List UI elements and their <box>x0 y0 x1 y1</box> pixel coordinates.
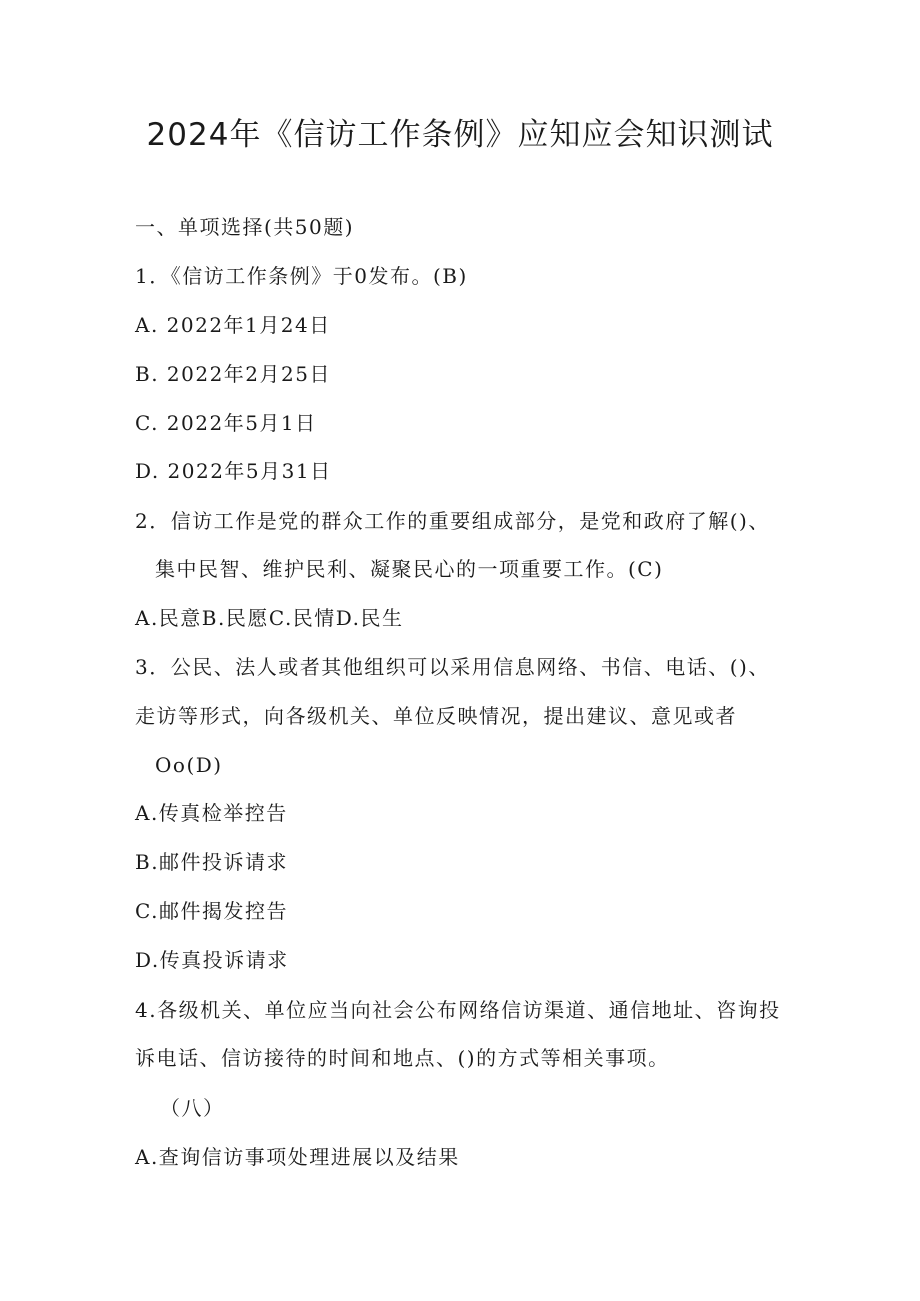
question-1-option-d: D. 2022年5月31日 <box>135 459 332 483</box>
question-4-continued: 诉电话、信访接待的时间和地点、()的方式等相关事项。 <box>135 1046 670 1070</box>
question-2-options: A.民意B.民愿C.民情D.民生 <box>135 606 404 630</box>
question-1: 1．《信访工作条例》于0发布。(B) <box>135 264 468 288</box>
section-heading: 一、单项选择(共50题) <box>135 215 355 239</box>
question-3-answer: Oo(D) <box>155 753 223 777</box>
question-1-option-c: C. 2022年5月1日 <box>135 411 317 435</box>
question-4-option-a: A.查询信访事项处理进展以及结果 <box>135 1145 460 1169</box>
question-1-option-a: A. 2022年1月24日 <box>135 313 331 337</box>
question-3-option-c: C.邮件揭发控告 <box>135 899 288 923</box>
question-3-option-d: D.传真投诉请求 <box>135 948 289 972</box>
question-2-continued: 集中民智、维护民利、凝聚民心的一项重要工作。(C) <box>155 557 664 581</box>
question-4-answer: （八） <box>160 1096 225 1120</box>
question-1-option-b: B. 2022年2月25日 <box>135 362 331 386</box>
question-3-continued: 走访等形式，向各级机关、单位反映情况，提出建议、意见或者 <box>135 704 737 728</box>
question-2: 2．信访工作是党的群众工作的重要组成部分，是党和政府了解()、 <box>135 509 770 533</box>
question-4: 4.各级机关、单位应当向社会公布网络信访渠道、通信地址、咨询投 <box>135 998 781 1022</box>
question-3-option-b: B.邮件投诉请求 <box>135 850 289 874</box>
question-3: 3．公民、法人或者其他组织可以采用信息网络、书信、电话、()、 <box>135 655 770 679</box>
document-title: 2024年《信访工作条例》应知应会知识测试 <box>146 117 774 153</box>
question-3-option-a: A.传真检举控告 <box>135 801 288 825</box>
